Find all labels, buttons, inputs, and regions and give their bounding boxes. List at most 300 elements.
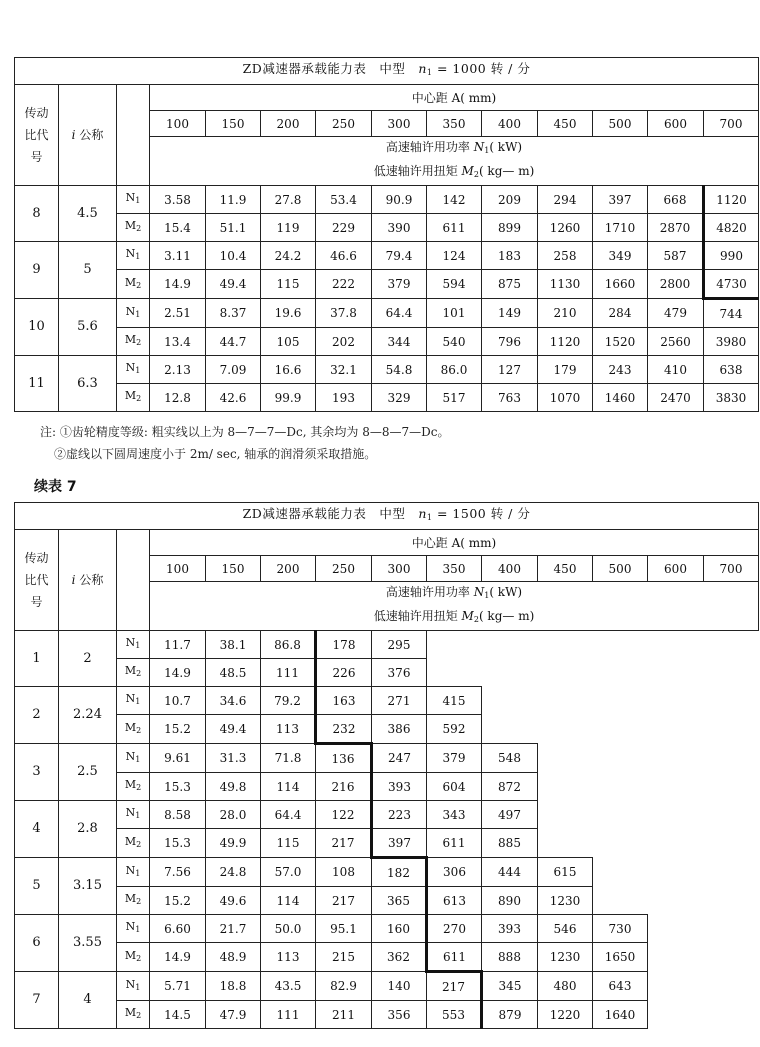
subscript: 1: [484, 591, 490, 600]
value-cell: 379: [372, 270, 427, 299]
value-cell: 397: [372, 829, 427, 858]
value-cell: 1520: [593, 328, 648, 356]
i-symbol: i: [71, 128, 76, 142]
value-cell: 879: [482, 1001, 538, 1029]
torque-post: ( kg— m): [478, 164, 535, 178]
symbol: M: [124, 389, 137, 402]
value-cell: 82.9: [316, 972, 372, 1001]
distance-header: 300: [372, 111, 427, 137]
table-row: [15, 328, 759, 356]
symbol: M: [124, 275, 137, 289]
value-cell: 18.8: [206, 972, 261, 1001]
value-cell: 480: [538, 972, 593, 1001]
value-cell: [704, 715, 759, 744]
table-row: [15, 943, 759, 972]
table-row: [15, 242, 759, 270]
value-cell: 113: [261, 715, 316, 744]
header-row-1: [15, 85, 759, 111]
value-cell: 115: [261, 270, 316, 299]
value-cell: 284: [593, 299, 648, 328]
value-cell: 386: [372, 715, 427, 744]
subscript: 2: [136, 224, 142, 233]
nm-header: [117, 530, 150, 631]
value-cell: 48.5: [206, 659, 261, 687]
value-cell: 124: [427, 242, 482, 270]
value-cell: 343: [427, 801, 482, 829]
subscript: 2: [136, 953, 142, 963]
value-cell: 1120: [538, 328, 593, 356]
value-cell: [704, 887, 759, 915]
symbol: M: [124, 720, 137, 734]
value-cell: 1070: [538, 384, 593, 412]
table-row: [15, 744, 759, 773]
torque-row-label: [117, 943, 150, 972]
value-cell: 8.58: [150, 801, 206, 829]
distance-header: 100: [150, 556, 206, 582]
value-cell: 12.8: [150, 384, 206, 412]
value-cell: 49.6: [206, 887, 261, 915]
power-row-label: [117, 356, 150, 384]
symbol: M: [124, 948, 137, 962]
power-row-label: [117, 915, 150, 943]
value-cell: 14.5: [150, 1001, 206, 1029]
center-distance-label: 中心距 A( mm): [411, 535, 497, 550]
subscript: 1: [135, 697, 141, 706]
value-cell: 890: [482, 887, 538, 915]
value-cell: 415: [427, 687, 482, 715]
value-cell: 226: [316, 659, 372, 687]
value-cell: [648, 659, 704, 687]
value-cell: 885: [482, 829, 538, 858]
value-cell: 6.60: [150, 915, 206, 943]
table-row: [15, 887, 759, 915]
power-torque-header: [150, 137, 759, 186]
torque-row-label: [117, 270, 150, 299]
value-cell: [538, 631, 593, 659]
subscript: 1: [135, 641, 141, 650]
load-capacity-table-1500rpm: [14, 502, 759, 1029]
subscript: 2: [473, 170, 479, 179]
value-cell: 24.8: [206, 858, 261, 887]
value-cell: 1650: [593, 943, 648, 972]
value-cell: [538, 801, 593, 829]
value-cell: [538, 715, 593, 744]
value-cell: 517: [427, 384, 482, 412]
table-row: [15, 270, 759, 299]
subscript: 1: [426, 513, 433, 522]
nominal-ratio-cell: 3.55: [59, 915, 117, 972]
ratio-code-header-line: 号: [30, 150, 43, 164]
distance-header: 400: [482, 111, 538, 137]
value-cell: 16.6: [261, 356, 316, 384]
value-cell: 638: [704, 356, 759, 384]
value-cell: 1230: [538, 943, 593, 972]
value-cell: 668: [648, 186, 704, 214]
value-cell: 37.8: [316, 299, 372, 328]
symbol: M: [124, 892, 137, 905]
value-cell: 7.09: [206, 356, 261, 384]
symbol: N: [125, 749, 136, 763]
value-cell: 604: [427, 773, 482, 801]
power-row-label: [117, 858, 150, 887]
symbol: N: [125, 692, 136, 705]
value-cell: [648, 858, 704, 887]
center-distance-label: 中心距 A( mm): [411, 90, 497, 105]
title-speed: = 1500 转 / 分: [432, 506, 531, 521]
value-cell: [704, 943, 759, 972]
symbol: M: [124, 1006, 137, 1019]
value-cell: 730: [593, 915, 648, 943]
value-cell: [648, 801, 704, 829]
torque-row-label: [117, 214, 150, 242]
value-cell: 14.9: [150, 943, 206, 972]
power-label: [150, 137, 758, 161]
value-cell: 796: [482, 328, 538, 356]
value-cell: 95.1: [316, 915, 372, 943]
symbol: M: [124, 778, 137, 791]
ratio-code-header-line: 比代: [24, 573, 49, 587]
value-cell: [704, 1001, 759, 1029]
header-row-1: [15, 530, 759, 556]
value-cell: 1710: [593, 214, 648, 242]
ratio-code-cell: 11: [15, 356, 59, 412]
value-cell: [482, 687, 538, 715]
value-cell: 295: [372, 631, 427, 659]
distance-header: 700: [704, 111, 759, 137]
value-cell: 4820: [704, 214, 759, 242]
value-cell: 64.4: [372, 299, 427, 328]
power-row-label: [117, 186, 150, 214]
value-cell: 149: [482, 299, 538, 328]
note-line-2: ②虚线以下圆周速度小于 2m/ sec, 轴承的润滑须采取措施。: [54, 447, 377, 461]
value-cell: 397: [593, 186, 648, 214]
torque-row-label: [117, 773, 150, 801]
subscript: 1: [135, 252, 141, 261]
value-cell: 345: [482, 972, 538, 1001]
value-cell: 86.0: [427, 356, 482, 384]
symbol: N: [125, 636, 136, 649]
value-cell: [593, 801, 648, 829]
power-pre: 高速轴许用功率: [385, 140, 474, 154]
symbol: N: [125, 863, 136, 877]
distance-header: 250: [316, 111, 372, 137]
table-row: [15, 829, 759, 858]
value-cell: 15.4: [150, 214, 206, 242]
nominal-ratio-cell: 3.15: [59, 858, 117, 915]
value-cell: 49.4: [206, 270, 261, 299]
value-cell: [593, 659, 648, 687]
value-cell: 163: [316, 687, 372, 715]
value-cell: [482, 715, 538, 744]
value-cell: 160: [372, 915, 427, 943]
distance-header: 450: [538, 111, 593, 137]
value-cell: 119: [261, 214, 316, 242]
value-cell: 105: [261, 328, 316, 356]
value-cell: [704, 744, 759, 773]
ratio-code-cell: 10: [15, 299, 59, 356]
value-cell: [593, 715, 648, 744]
value-cell: 53.4: [316, 186, 372, 214]
value-cell: 15.2: [150, 715, 206, 744]
nominal-ratio-cell: 2: [59, 631, 117, 687]
ratio-code-cell: 3: [15, 744, 59, 801]
torque-row-label: [117, 715, 150, 744]
subscript: 1: [426, 68, 433, 77]
value-cell: 51.1: [206, 214, 261, 242]
value-cell: 362: [372, 943, 427, 972]
value-cell: 540: [427, 328, 482, 356]
value-cell: 31.3: [206, 744, 261, 773]
distance-header: 150: [206, 556, 261, 582]
table-row: [15, 715, 759, 744]
value-cell: 379: [427, 744, 482, 773]
value-cell: [593, 687, 648, 715]
value-cell: 2800: [648, 270, 704, 299]
value-cell: 127: [482, 356, 538, 384]
value-cell: 390: [372, 214, 427, 242]
value-cell: [427, 631, 482, 659]
value-cell: [648, 915, 704, 943]
subscript: 2: [473, 615, 479, 624]
symbol: M: [124, 219, 137, 232]
nominal-ratio-cell: 2.8: [59, 801, 117, 858]
power-row-label: [117, 687, 150, 715]
value-cell: 5.71: [150, 972, 206, 1001]
subscript: 2: [136, 783, 142, 792]
value-cell: 410: [648, 356, 704, 384]
value-cell: 140: [372, 972, 427, 1001]
value-cell: 13.4: [150, 328, 206, 356]
value-cell: 2470: [648, 384, 704, 412]
value-cell: 223: [372, 801, 427, 829]
subscript: 1: [135, 982, 141, 992]
value-cell: 210: [538, 299, 593, 328]
value-cell: 10.4: [206, 242, 261, 270]
distance-header: 600: [648, 556, 704, 582]
value-cell: 1230: [538, 887, 593, 915]
symbol: N: [125, 247, 136, 260]
value-cell: [593, 744, 648, 773]
value-cell: 872: [482, 773, 538, 801]
value-cell: [704, 801, 759, 829]
value-cell: 113: [261, 943, 316, 972]
value-cell: 229: [316, 214, 372, 242]
table-row: [15, 687, 759, 715]
title-speed: = 1000 转 / 分: [432, 61, 531, 76]
value-cell: 49.8: [206, 773, 261, 801]
ratio-code-header: [15, 85, 59, 186]
value-cell: 613: [427, 887, 482, 915]
value-cell: 28.0: [206, 801, 261, 829]
value-cell: 1220: [538, 1001, 593, 1029]
value-cell: 611: [427, 214, 482, 242]
value-cell: 49.4: [206, 715, 261, 744]
value-cell: [648, 687, 704, 715]
symbol: N: [125, 361, 136, 374]
value-cell: 270: [427, 915, 482, 943]
value-cell: 115: [261, 829, 316, 858]
subscript: 2: [136, 669, 142, 678]
value-cell: 111: [261, 1001, 316, 1029]
value-cell: [648, 715, 704, 744]
value-cell: 79.2: [261, 687, 316, 715]
torque-row-label: [117, 328, 150, 356]
subscript: 1: [135, 366, 141, 375]
value-cell: 111: [261, 659, 316, 687]
value-cell: 193: [316, 384, 372, 412]
torque-label: [150, 606, 758, 630]
table-row: [15, 384, 759, 412]
value-cell: 11.7: [150, 631, 206, 659]
ratio-code-header: [15, 530, 59, 631]
table-row: [15, 299, 759, 328]
value-cell: 108: [316, 858, 372, 887]
subscript: 2: [136, 725, 142, 735]
symbol: n: [418, 61, 427, 76]
value-cell: [538, 773, 593, 801]
value-cell: 217: [316, 887, 372, 915]
i-label-rest: 公称: [75, 573, 104, 587]
value-cell: 14.9: [150, 659, 206, 687]
value-cell: 32.1: [316, 356, 372, 384]
power-post: ( kW): [489, 140, 523, 154]
power-row-label: [117, 972, 150, 1001]
value-cell: 71.8: [261, 744, 316, 773]
power-row-label: [117, 299, 150, 328]
distance-header: 600: [648, 111, 704, 137]
center-distance-header: [150, 530, 759, 556]
note-line-1: 注: ①齿轮精度等级: 粗实线以上为 8—7—7—Dc, 其余均为 8—8—7—Dc。: [40, 425, 450, 439]
value-cell: [648, 773, 704, 801]
subscript: 2: [136, 839, 142, 849]
nominal-ratio-cell: 5: [59, 242, 117, 299]
value-cell: 10.7: [150, 687, 206, 715]
value-cell: 101: [427, 299, 482, 328]
torque-pre: 低速轴许用扭矩: [373, 609, 462, 623]
distance-header: 200: [261, 556, 316, 582]
value-cell: 2.13: [150, 356, 206, 384]
symbol: N: [473, 585, 485, 599]
torque-post: ( kg— m): [478, 609, 535, 623]
value-cell: 48.9: [206, 943, 261, 972]
value-cell: [593, 631, 648, 659]
value-cell: 611: [427, 943, 482, 972]
table-row: [15, 858, 759, 887]
value-cell: [704, 773, 759, 801]
ratio-code-cell: 9: [15, 242, 59, 299]
symbol: M: [124, 664, 137, 677]
i-symbol: i: [71, 573, 76, 587]
value-cell: 2560: [648, 328, 704, 356]
distance-header: 200: [261, 111, 316, 137]
table-row: [15, 915, 759, 943]
value-cell: 592: [427, 715, 482, 744]
value-cell: 247: [372, 744, 427, 773]
value-cell: 209: [482, 186, 538, 214]
power-row-label: [117, 631, 150, 659]
value-cell: 38.1: [206, 631, 261, 659]
power-torque-header: [150, 582, 759, 631]
ratio-code-header-line: 号: [30, 595, 43, 609]
value-cell: [704, 915, 759, 943]
value-cell: 875: [482, 270, 538, 299]
table-title: [15, 58, 759, 85]
distance-header: 350: [427, 111, 482, 137]
ratio-code-cell: 1: [15, 631, 59, 687]
subscript: 1: [135, 754, 141, 764]
value-cell: 306: [427, 858, 482, 887]
i-label-rest: 公称: [75, 128, 104, 142]
subscript: 2: [136, 1011, 142, 1020]
value-cell: 548: [482, 744, 538, 773]
value-cell: 376: [372, 659, 427, 687]
table-row: [15, 972, 759, 1001]
value-cell: 329: [372, 384, 427, 412]
value-cell: 15.3: [150, 773, 206, 801]
value-cell: 183: [482, 242, 538, 270]
value-cell: 57.0: [261, 858, 316, 887]
nominal-ratio-cell: 4: [59, 972, 117, 1029]
ratio-code-cell: 8: [15, 186, 59, 242]
value-cell: [593, 773, 648, 801]
value-cell: 546: [538, 915, 593, 943]
subscript: 1: [135, 196, 141, 205]
distance-header: 350: [427, 556, 482, 582]
value-cell: 294: [538, 186, 593, 214]
power-row-label: [117, 801, 150, 829]
value-cell: 24.2: [261, 242, 316, 270]
value-cell: 50.0: [261, 915, 316, 943]
value-cell: 99.9: [261, 384, 316, 412]
title-prefix: ZD减速器承载能力表 中型: [242, 506, 419, 521]
value-cell: [538, 659, 593, 687]
value-cell: 1640: [593, 1001, 648, 1029]
value-cell: 49.9: [206, 829, 261, 858]
distance-header: 300: [372, 556, 427, 582]
power-post: ( kW): [489, 585, 523, 599]
nominal-ratio-cell: 2.5: [59, 744, 117, 801]
torque-row-label: [117, 1001, 150, 1029]
ratio-code-cell: 6: [15, 915, 59, 972]
value-cell: [538, 687, 593, 715]
distance-header: 700: [704, 556, 759, 582]
value-cell: 136: [316, 744, 372, 773]
value-cell: [482, 631, 538, 659]
value-cell: 2.51: [150, 299, 206, 328]
table-row: [15, 214, 759, 242]
power-row-label: [117, 242, 150, 270]
ratio-code-cell: 5: [15, 858, 59, 915]
value-cell: [704, 829, 759, 858]
value-cell: 763: [482, 384, 538, 412]
value-cell: 258: [538, 242, 593, 270]
load-capacity-table-1000rpm: [14, 57, 759, 412]
value-cell: 44.7: [206, 328, 261, 356]
value-cell: 3.58: [150, 186, 206, 214]
nominal-ratio-header: [59, 85, 117, 186]
value-cell: 615: [538, 858, 593, 887]
value-cell: 21.7: [206, 915, 261, 943]
torque-row-label: [117, 829, 150, 858]
value-cell: 15.2: [150, 887, 206, 915]
table-row: [15, 659, 759, 687]
center-distance-header: [150, 85, 759, 111]
value-cell: [427, 659, 482, 687]
symbol: n: [418, 506, 427, 521]
power-row-label: [117, 744, 150, 773]
value-cell: [648, 943, 704, 972]
value-cell: 7.56: [150, 858, 206, 887]
